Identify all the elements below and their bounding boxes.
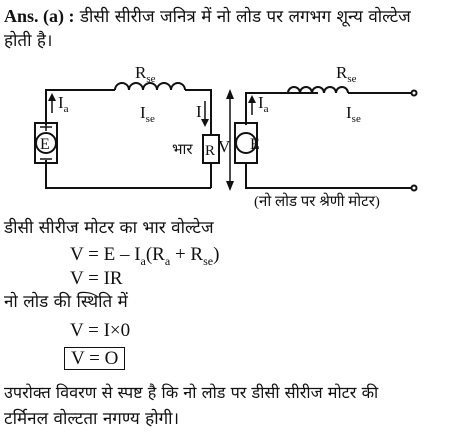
- terminal-top: [412, 91, 417, 96]
- motor-voltage-heading: डीसी सीरीज मोटर का भार वोल्टेज: [4, 218, 214, 238]
- equation-1: $V = E - I_a(R_a + R_{se})$: [70, 244, 220, 268]
- ia-label-right: $I_a$: [258, 93, 269, 115]
- motor-caption: (नो लोड पर श्रेणी मोटर): [254, 194, 380, 210]
- circuit-diagram: [0, 55, 457, 220]
- boxed-result: V = O: [64, 347, 125, 370]
- i-label: I: [196, 102, 202, 121]
- r-label: R: [205, 143, 216, 159]
- conclusion-line-1: उपरोक्त विवरण से स्पष्ट है कि नो लोड पर डीसी सीरीज मोटर की: [4, 383, 379, 402]
- no-load-heading: नो लोड की स्थिति में: [4, 292, 128, 312]
- terminal-bottom: [412, 186, 417, 191]
- intro-line-2: होती है।: [4, 31, 53, 51]
- equation-4-boxed: [64, 348, 125, 370]
- e-label-left: E: [40, 136, 50, 153]
- intro-line-1: [4, 6, 411, 27]
- load-label: भार: [172, 142, 193, 158]
- equation-3: V = I×0: [70, 320, 131, 341]
- ise-label-right: $I_{se}$: [346, 103, 361, 125]
- ise-label-left: $I_{se}$: [140, 103, 155, 125]
- rse-label-right: $R_{se}$: [336, 63, 357, 85]
- equation-2: V = IR: [70, 268, 123, 289]
- answer-label: Ans. (a) :: [4, 6, 75, 26]
- intro-text: डीसी सीरीज जनित्र में नो लोड पर लगभग शून्य वोल्टेज: [79, 7, 411, 27]
- ia-label-left: $I_a$: [58, 93, 69, 115]
- v-label: V: [218, 137, 231, 156]
- e-label-right: E: [250, 136, 260, 153]
- conclusion-line-2: टर्मिनल वोल्टता नगण्य होगी।: [4, 409, 180, 429]
- rse-label-left: $R_{se}$: [135, 63, 156, 85]
